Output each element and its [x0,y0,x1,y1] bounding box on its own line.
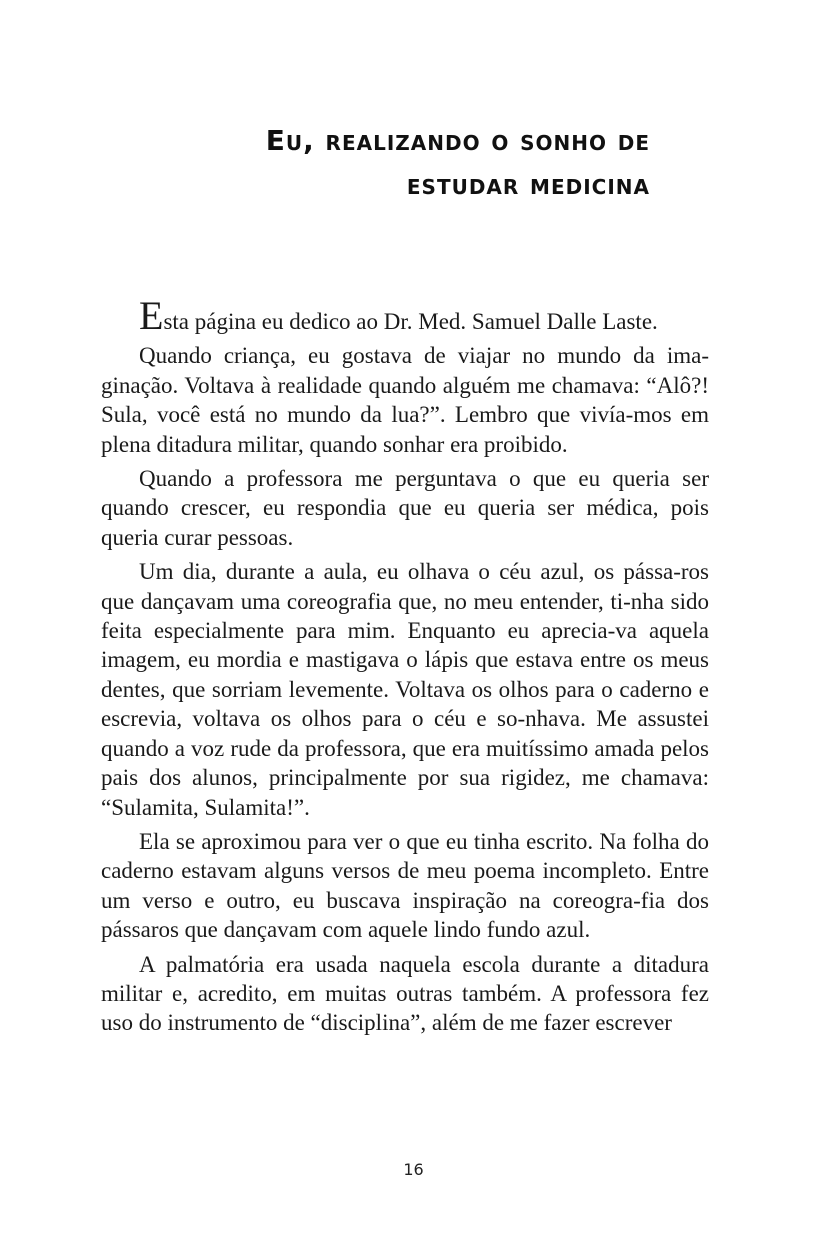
paragraph-1-text: sta página eu dedico ao Dr. Med. Samuel Dalle Laste. [163,309,658,334]
chapter-title [266,121,650,205]
page-number: 16 [403,1160,424,1179]
paragraph-6: A palmatória era usada naquela escola durante a ditadura militar e, acredito, em muitas outras também. A professora fez uso do instrumento de “disciplina”, além de me fazer escrever [101,951,709,1036]
body-text [101,293,709,1043]
chapter-title-line1: Eu, realizando o sonho de [265,124,650,158]
paragraph-5: Ela se aproximou para ver o que eu tinha escrito. Na folha do caderno estavam alguns versos de meu poema incompleto. Entre um verso e outro, eu buscava inspiração na coreogra-fia dos pássaros que dançavam com aquele lindo fundo azul. [101,828,709,943]
paragraph-2: Quando criança, eu gostava de viajar no mundo da ima-ginação. Voltava à realidade quando alguém me chamava: “Alô?! Sula, você está no mundo da lua?”. Lembro que vivía-mos em plena ditadura militar, quando sonhar era proibido. [101,343,709,457]
paragraph-4: Um dia, durante a aula, eu olhava o céu azul, os pássa-ros que dançavam uma coreografia que, no meu entender, ti-nha sido feita especialmente para mim. Enquanto eu aprecia-va aquela imagem, eu mordia e mastigava o lápis que estava entre os meus dentes, que sorriam levemente. Voltava os olhos para o caderno e escrevia, voltava os olhos para o céu e so-nhava. Me assustei quando a voz rude da professora, que era muitíssimo amada pelos pais dos alunos, principalmente por sua rigidez, me chamava: “Sulamita, Sulamita!”. [101,559,709,820]
initial-letter: E [139,293,164,338]
paragraph-1 [101,293,709,338]
paragraph-3: Quando a professora me perguntava o que eu queria ser quando crescer, eu respondia que eu queria ser médica, pois queria curar pessoas. [101,466,709,550]
chapter-title-line2: estudar medicina [406,168,650,202]
